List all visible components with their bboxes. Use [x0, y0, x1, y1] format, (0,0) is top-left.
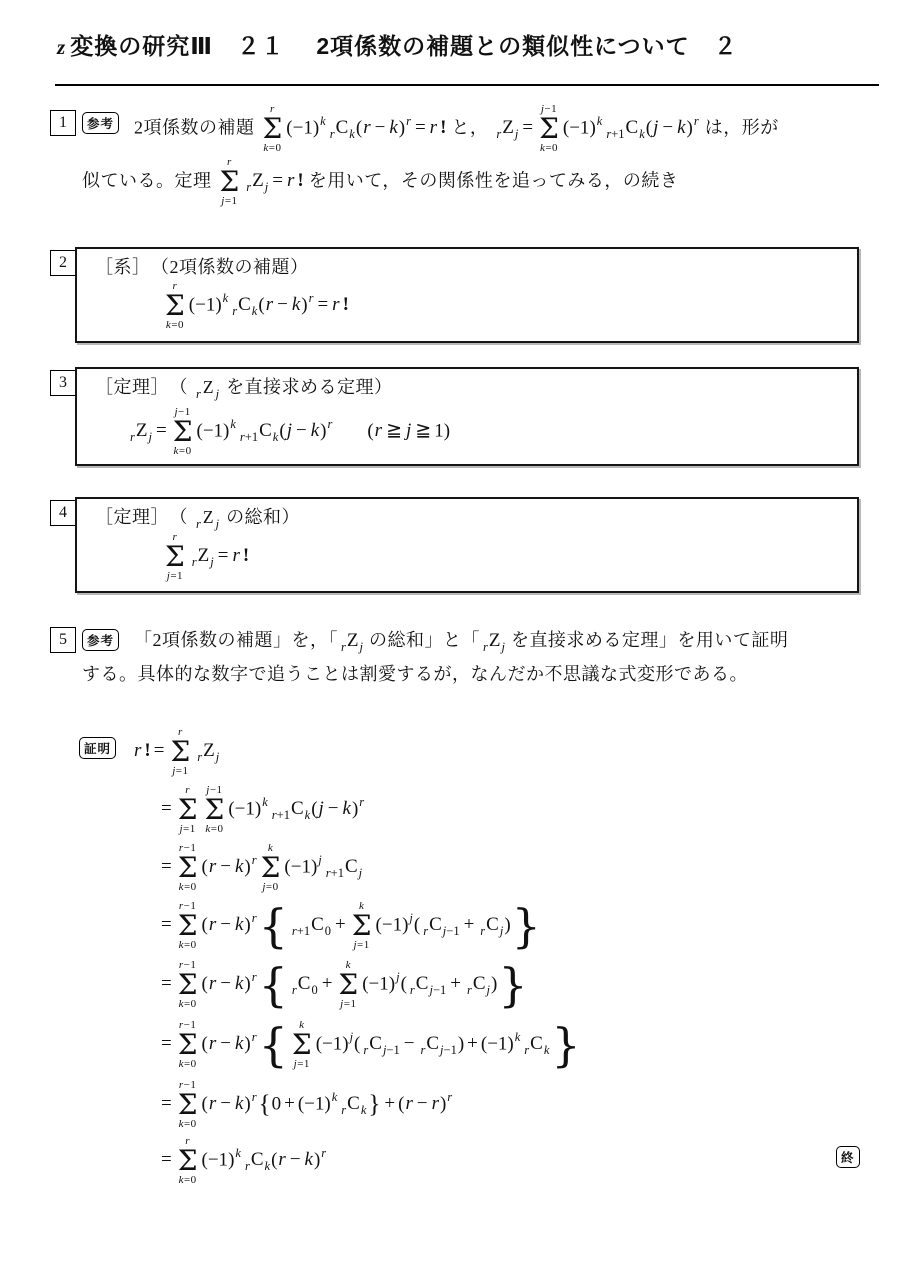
section-4-heading: ［定理］ （ $_rZ_j$ の総和）	[95, 507, 301, 531]
proof-badge: 証明	[79, 737, 116, 759]
section-3-formula: $_rZ_j$ = j−1 Σ k=0 $(-1)^k_{r+1}C_k(j - k)^r$ (r ≧ j ≧ 1)	[130, 406, 451, 458]
section-4-formula: r Σ j=1 $_rZ_j = r$ !	[165, 531, 250, 583]
proof-step-6: = r−1 Σ k=0 $(r - k)^r${ k Σ j=1 $(-1)^j$( $_rC_{j-1} - _rC_{j-1}) + (-1)^k_rC_k$}	[161, 1018, 581, 1072]
proof-step-8: = r Σ k=0 $(-1)^k_rC_k(r - k)^r$	[161, 1135, 327, 1187]
section-4-box	[75, 497, 859, 593]
section-3-number: 3	[50, 370, 76, 396]
section-1-reference-badge: 参考	[82, 112, 119, 134]
section-1-line-1: 2項係数の補題 r Σ k=0 $(-1)^k_rC_k(r - k)^r = r$ ! と， $_rZ_j$ = j−1 Σ k=0 $(-1)^k_{r+1}C_k(j - k)^r$ は，形が	[134, 103, 779, 155]
proof-step-7: = r−1 Σ k=0 $(r - k)^r\{0 + (-1)^k_rC_k\} + (r - r)^r$	[161, 1079, 453, 1131]
page-title	[57, 28, 738, 61]
section-5-line-1: 「2項係数の補題」を，「 $_rZ_j$ の総和」と「 $_rZ_j$ を直接求める定理」を用いて証明	[134, 630, 789, 655]
section-1-line-2: 似ている。定理 r Σ j=1 $_rZ_j = r$ ! を用いて，その関係性を追ってみる，の続き	[82, 156, 679, 208]
section-5-line-2: する。具体的な数字で追うことは割愛するが，なんだか不思議な式変形である。	[82, 664, 748, 685]
section-2-box	[75, 247, 859, 343]
title-z-variable: z	[57, 35, 67, 59]
section-2-formula: r Σ k=0 $(-1)^k_rC_k(r - k)^r = r$ !	[165, 280, 349, 332]
section-5-number: 5	[50, 627, 76, 653]
title-text: 変換の研究Ⅲ ２１ 2項係数の補題との類似性について ２	[70, 33, 738, 59]
proof-step-2: = r Σ j=1 j−1 Σ k=0 $(-1)^k_{r+1}C_k(j - k)^r$	[161, 784, 365, 836]
section-5-reference-badge: 参考	[82, 629, 119, 651]
title-rule	[55, 84, 879, 86]
section-3-box	[75, 367, 859, 466]
proof-step-1: r ! = r Σ j=1 $_rZ_j$	[134, 726, 220, 778]
section-1-number: 1	[50, 110, 76, 136]
section-3-heading: ［定理］ （ $_rZ_j$ を直接求める定理）	[95, 377, 393, 401]
proof-end-badge: 終	[836, 1146, 860, 1168]
section-4-number: 4	[50, 500, 76, 526]
section-2-heading: ［系］ （2項係数の補題）	[95, 257, 309, 277]
section-2-number: 2	[50, 250, 76, 276]
proof-step-5: = r−1 Σ k=0 $(r - k)^r${ $_rC_0$ + k Σ j=1 $(-1)^j$( $_rC_{j-1} + _rC_j$)}	[161, 958, 528, 1012]
proof-step-4: = r−1 Σ k=0 $(r - k)^r${ $_{r+1}C_0$ + k Σ j=1 $(-1)^j$( $_rC_{j-1} + _rC_j$)}	[161, 899, 541, 953]
proof-step-3: = r−1 Σ k=0 $(r - k)^r$ k Σ j=0 $(-1)^j_{r+1}C_j$	[161, 842, 363, 894]
